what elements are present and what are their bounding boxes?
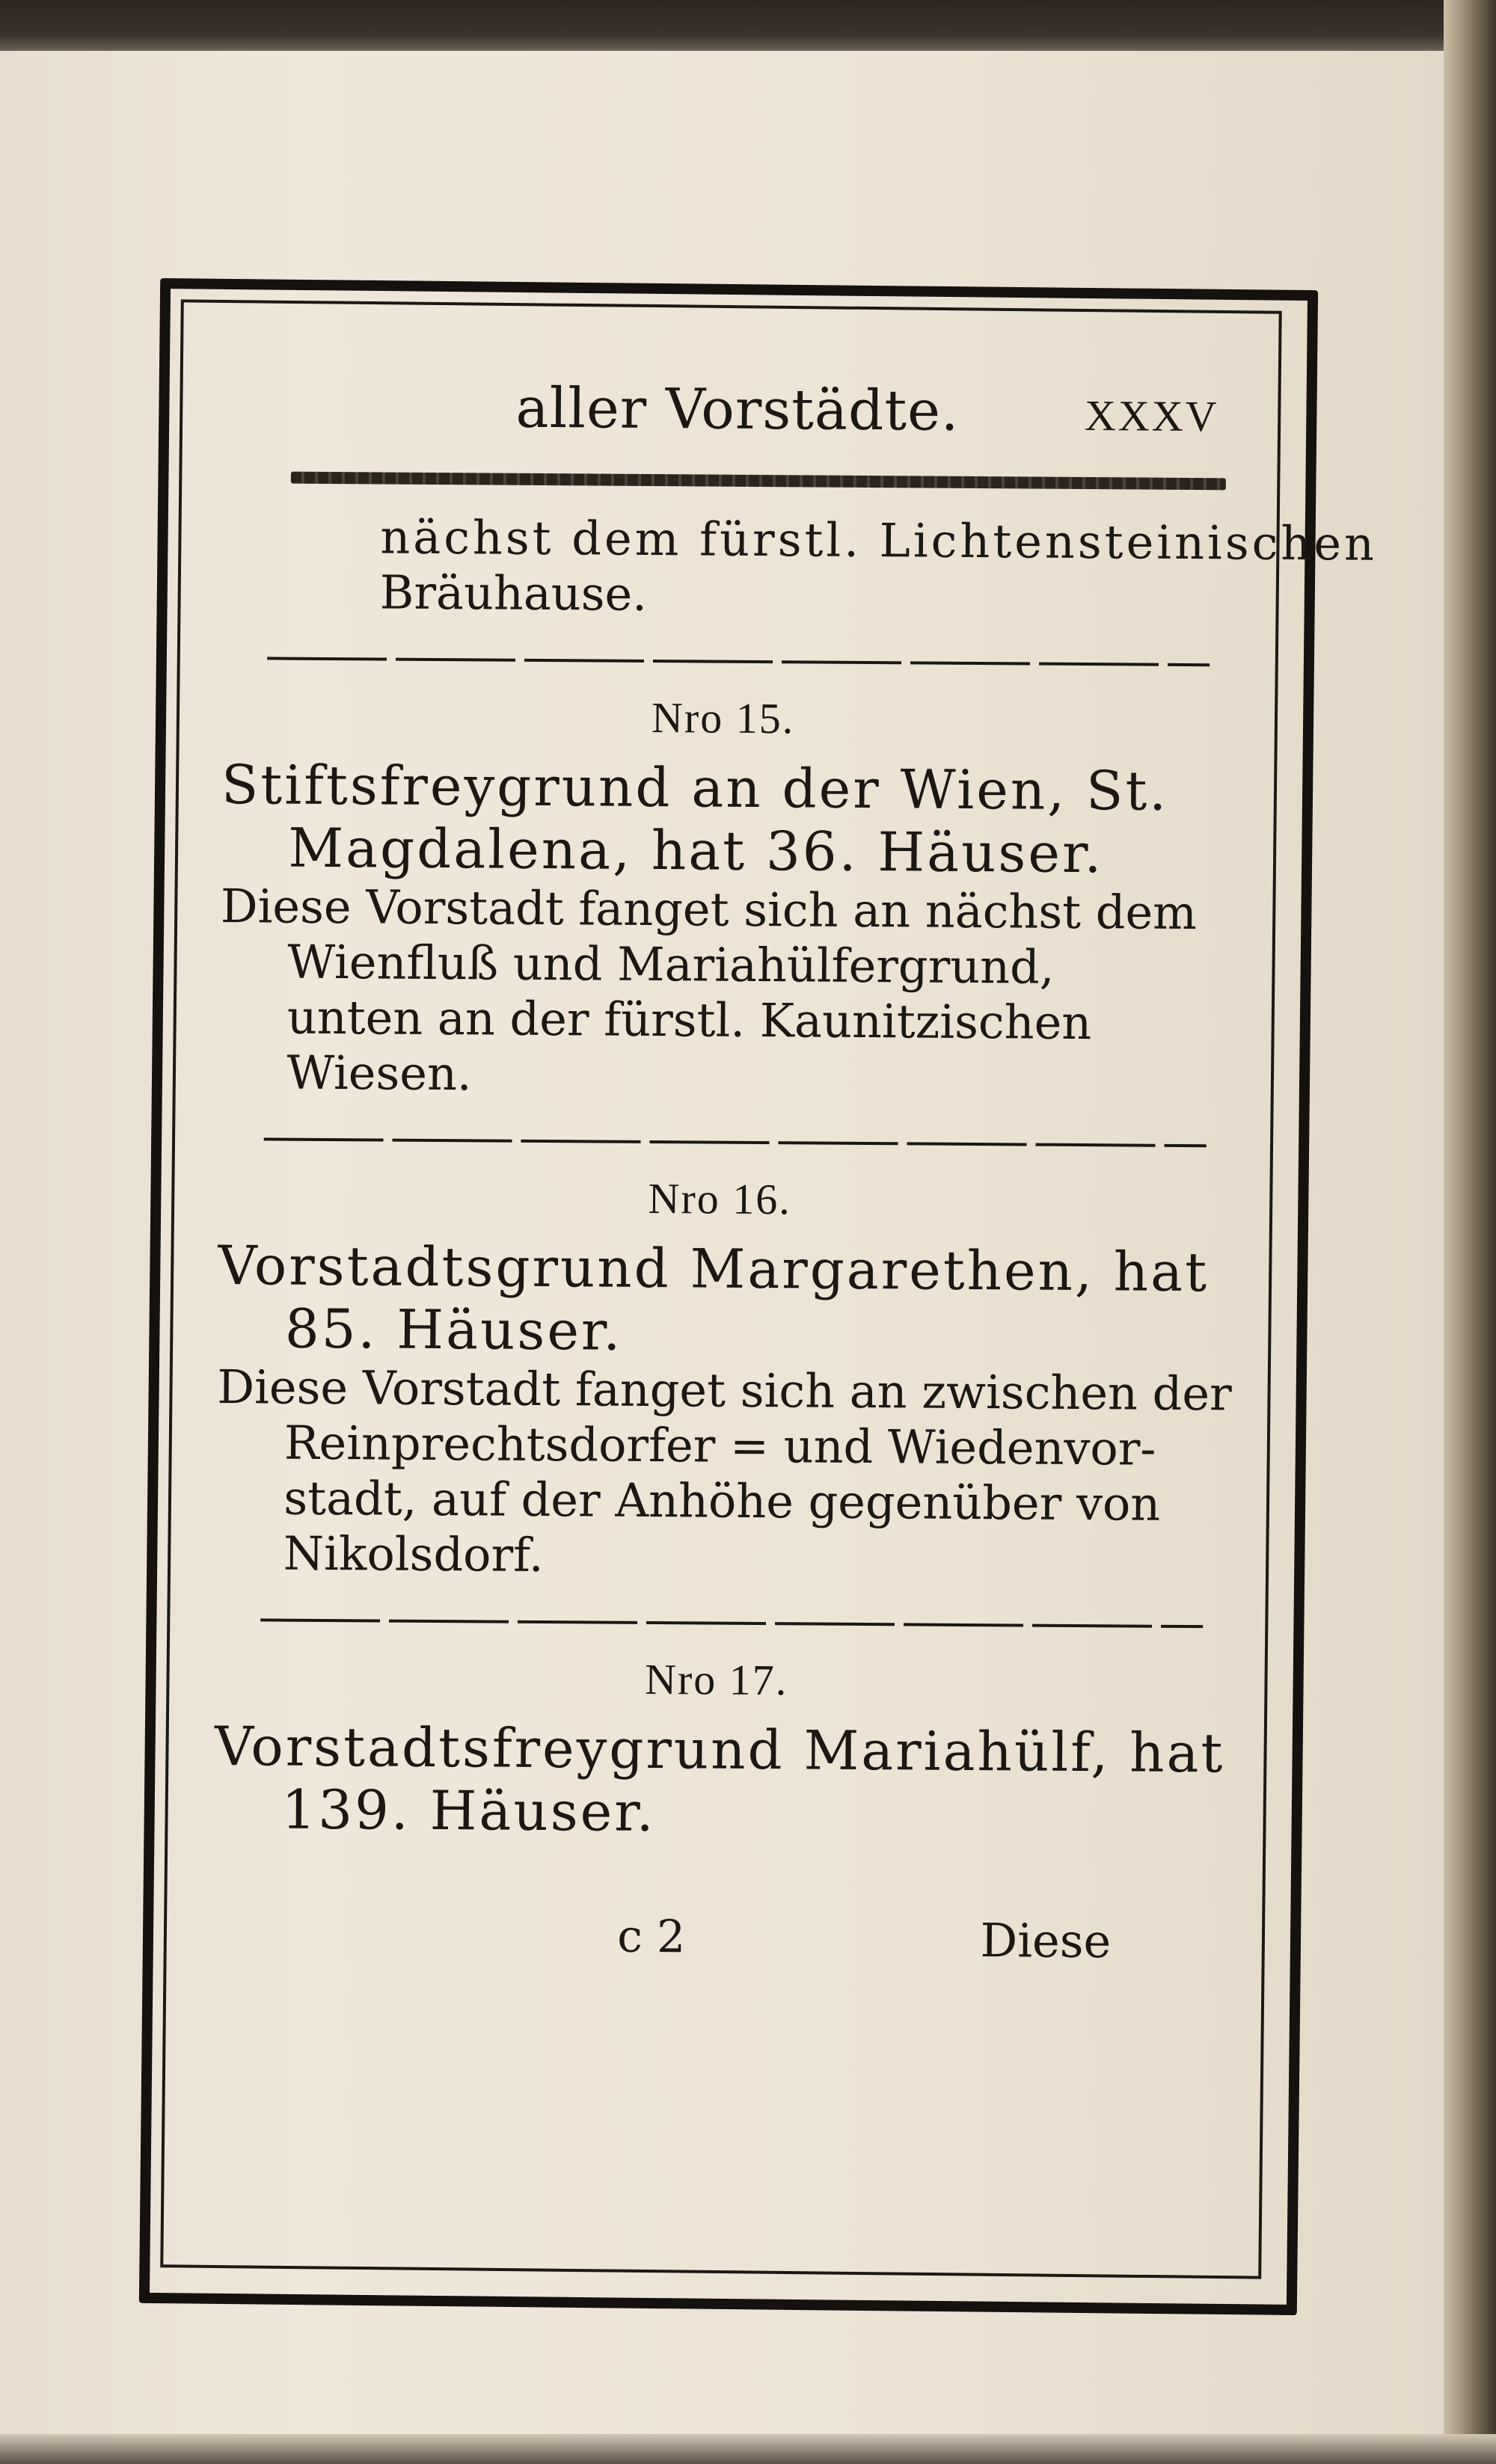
page-number: XXXV bbox=[1084, 391, 1219, 441]
text-line: Bräuhause. bbox=[379, 565, 648, 621]
title-line: 85. Häuser. bbox=[284, 1297, 623, 1362]
entry-nro-17 bbox=[214, 1651, 1225, 1847]
entry-nro-16 bbox=[216, 1170, 1232, 1588]
entry-number: Nro 16. bbox=[648, 1173, 791, 1224]
title-line: Magdalena, hat 36. Häuser. bbox=[288, 816, 1104, 885]
book-spine-edge bbox=[1444, 0, 1496, 2464]
entry-description bbox=[216, 1359, 1232, 1588]
page-footer bbox=[213, 1908, 1216, 2004]
description-line: Wienfluß und Mariahülfergrund, bbox=[287, 934, 1055, 995]
description-line: Diese Vorstadt fanget sich an zwischen der bbox=[217, 1359, 1232, 1422]
continued-text bbox=[223, 509, 1378, 626]
description-line: unten an der fürstl. Kaunitzischen bbox=[286, 989, 1092, 1051]
entry-title bbox=[214, 1714, 1225, 1847]
description-line: Reinprechtsdorfer = und Wiedenvor- bbox=[283, 1415, 1156, 1476]
title-line: Vorstadtsfreygrund Mariahülf, hat bbox=[214, 1714, 1225, 1785]
title-line: 139. Häuser. bbox=[281, 1778, 656, 1844]
entry-title bbox=[221, 753, 1224, 885]
description-line: Diese Vorstadt fanget sich an nächst dem bbox=[220, 878, 1198, 941]
entry-title bbox=[218, 1234, 1221, 1366]
entry-number: Nro 15. bbox=[651, 692, 795, 743]
title-line: Vorstadtsgrund Margarethen, hat bbox=[218, 1233, 1210, 1304]
section-separator bbox=[260, 1618, 1203, 1628]
header-rule bbox=[291, 472, 1226, 491]
book-bottom-edge bbox=[0, 2434, 1496, 2464]
catchword: Diese bbox=[980, 1913, 1112, 1969]
signature-mark: c 2 bbox=[617, 1910, 686, 1964]
title-line: Stiftsfreygrund an der Wien, St. bbox=[221, 752, 1169, 823]
book-top-edge bbox=[0, 0, 1496, 51]
entry-description bbox=[219, 879, 1223, 1107]
entry-nro-15 bbox=[219, 689, 1224, 1107]
entry-number: Nro 17. bbox=[644, 1654, 788, 1705]
page-text-block bbox=[213, 359, 1378, 2004]
description-line: stadt, auf der Anhöhe gegenüber von bbox=[283, 1470, 1161, 1531]
running-header bbox=[224, 359, 1227, 455]
section-separator bbox=[267, 657, 1210, 666]
text-line: nächst dem fürstl. Lichtensteinischen bbox=[380, 509, 1378, 571]
section-separator bbox=[264, 1137, 1207, 1147]
description-line: Nikolsdorf. bbox=[283, 1526, 544, 1583]
description-line: Wiesen. bbox=[286, 1045, 472, 1102]
running-title: aller Vorstädte. bbox=[515, 375, 960, 443]
